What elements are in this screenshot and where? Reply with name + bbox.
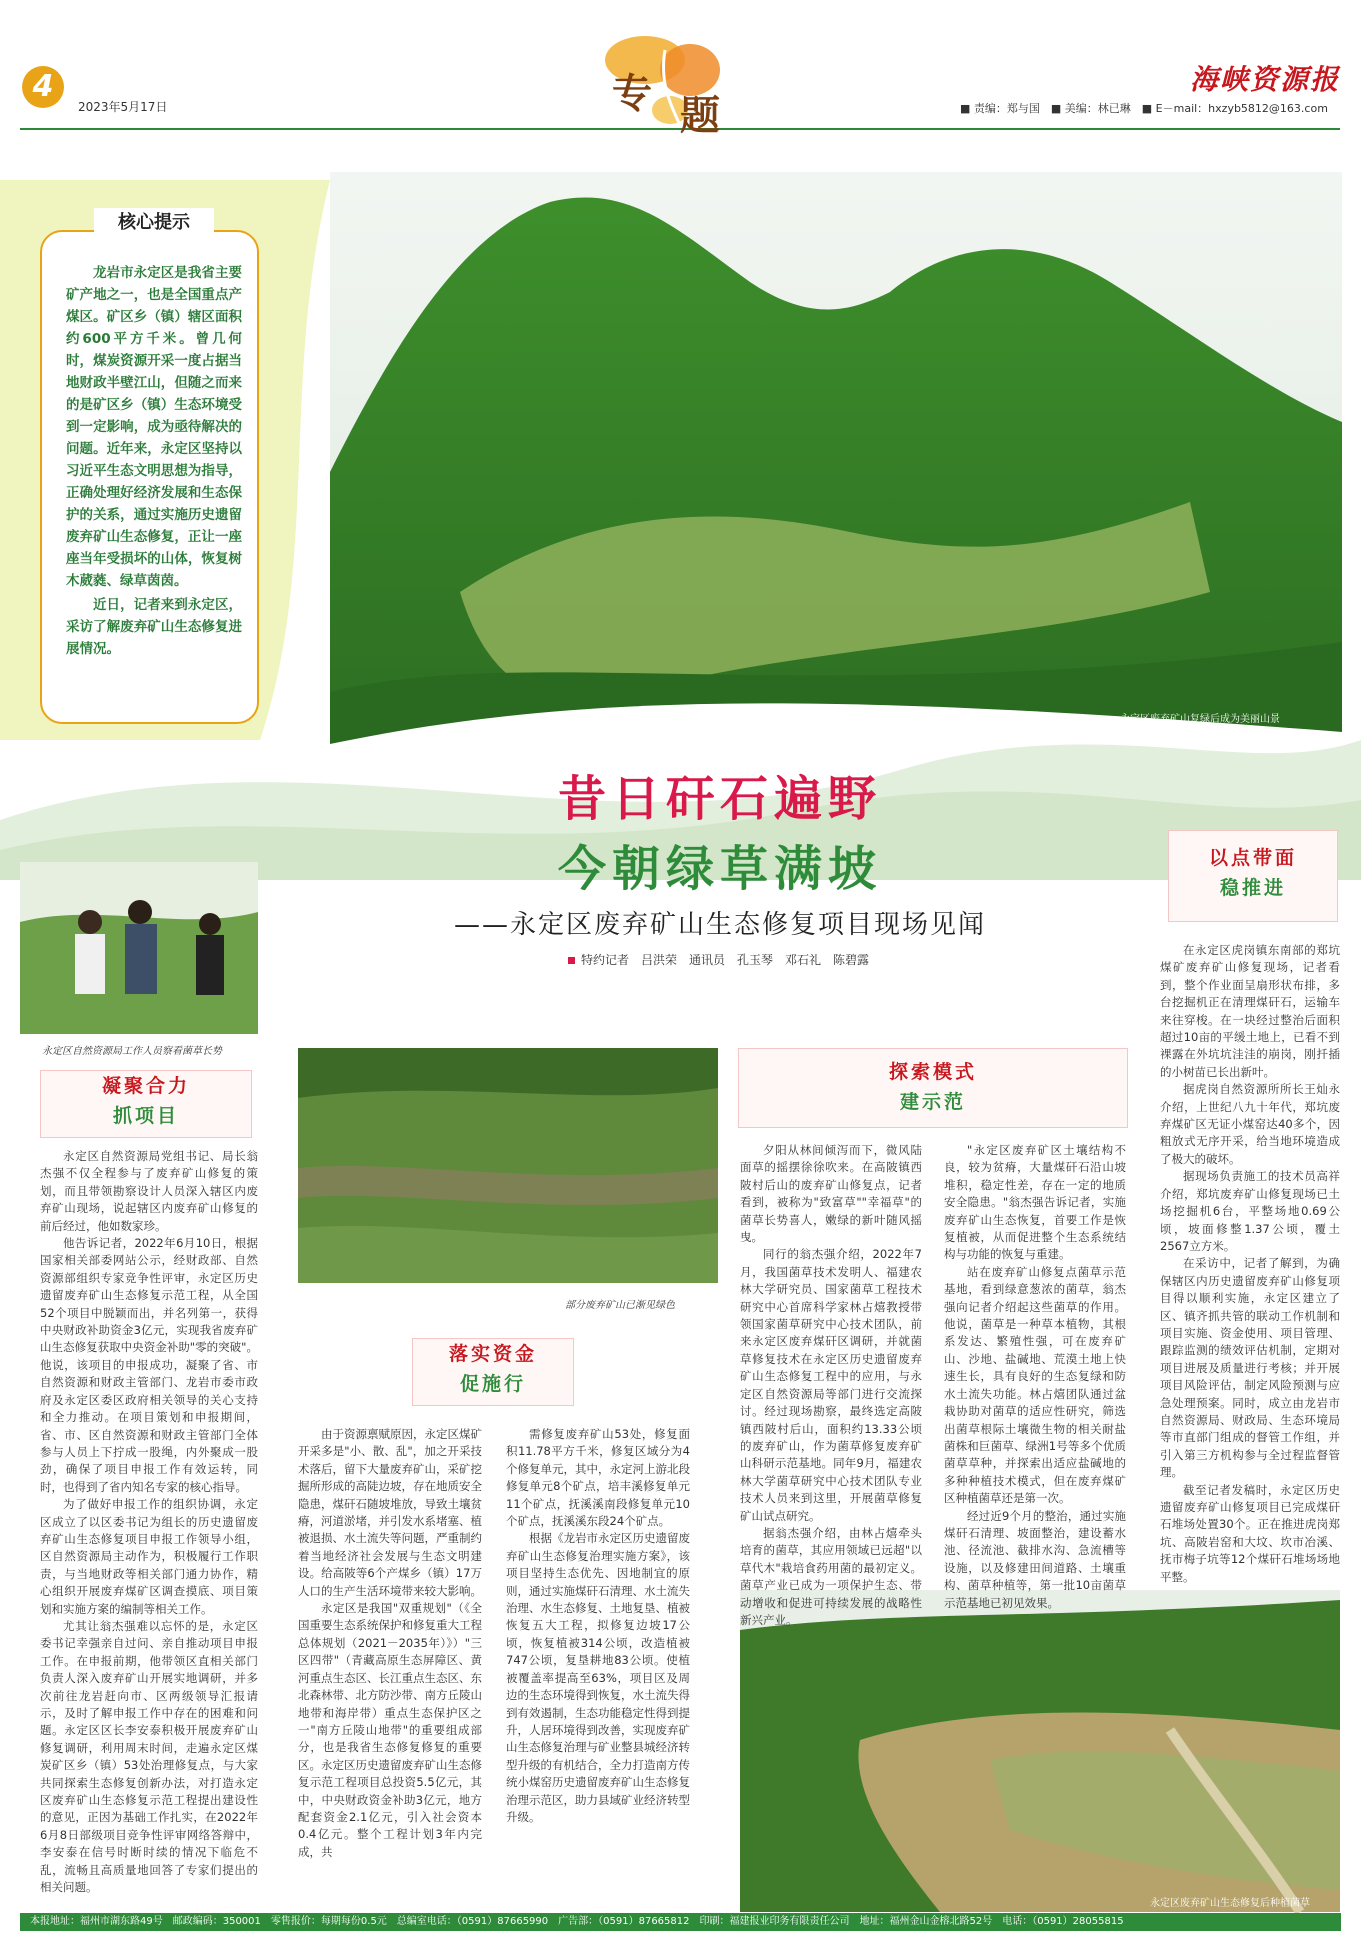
byline-text: 特约记者 吕洪荣 通讯员 孔玉琴 邓石礼 陈碧露 xyxy=(581,953,870,967)
section-heading-2 xyxy=(412,1338,574,1406)
article-paragraph: 在采访中，记者了解到，为确保辖区内历史遗留废弃矿山修复项目得以顺利实施，永定区建立了区、镇齐抓共管的联动工作机制和项目实施、资金使用、项目管理、跟踪监测的绩效评估机制，定期对项目进展及质量进行考核；并开展项目风险评估，制定风险预测与应急处理预案。同时，成立由龙岩市自然资源局、财政局、生态环境局等市直部门组成的督管工作组，并引入第三方机构参与全过程监督管理。 xyxy=(1160,1256,1340,1480)
article-paragraph: 截至记者发稿时，永定区历史遗留废弃矿山修复项目已完成煤矸石堆场处置30个。正在推进虎岗郑坑、高陂岩窑和大坟、坎市冶溪、抚市梅子坑等12个煤矸石堆场场地平整。 xyxy=(1160,1482,1340,1584)
section-heading-2-line-a: 落实资金 xyxy=(448,1343,537,1365)
slope-photo xyxy=(298,1048,718,1283)
section-heading-2-line-b: 促施行 xyxy=(459,1373,526,1395)
field-photo xyxy=(740,1590,1340,1912)
section-heading-3-line-a: 探索模式 xyxy=(888,1061,977,1083)
section-heading-1-line-a: 凝聚合力 xyxy=(101,1075,190,1097)
byline xyxy=(568,951,869,968)
field-photo-caption: 永定区废弃矿山生态修复后种植菌草 xyxy=(1150,1898,1310,1909)
headline-line-2: 今朝绿草满坡 xyxy=(557,841,882,897)
section-heading-1-line-b: 抓项目 xyxy=(112,1105,179,1127)
article-column-3 xyxy=(506,1426,690,1910)
mountain-photo-caption: 永定区废弃矿山复绿后成为美丽山景 xyxy=(1120,714,1280,725)
article-paragraph: 需修复废弃矿山53处，修复面积11.78平方千米，修复区域分为4个修复单元，其中，永定河上游北段修复单元8个矿点，培丰溪修复单元11个矿点，抚溪溪南段修复单元10个矿点，抚溪溪东段24个矿点。 xyxy=(506,1427,690,1529)
newspaper-logo: 海峡资源报 xyxy=(1190,63,1341,96)
article-paragraph: 据虎岗自然资源所所长王灿永介绍，上世纪八九十年代，郑坑废弃煤矿区无证小煤窑达40多个，因粗放式无序开采，给当地环境造成了极大的破坏。 xyxy=(1160,1082,1340,1166)
section-heading-4-line-b: 稳推进 xyxy=(1219,877,1286,899)
article-paragraph: 经过近9个月的整治，通过实施煤矸石清理、坡面整治，建设蓄水池、径流池、截排水沟、急流槽等设施，以及修建田间道路、土壤重构、菌草种植等，第一批10亩菌草示范基地已初见效果。 xyxy=(944,1508,1126,1610)
article-paragraph: 他告诉记者，2022年6月10日，根据国家相关部委网站公示，经财政部、自然资源部组织专家竞争性评审，永定区历史遗留废弃矿山生态修复示范工程，从全国52个项目中脱颖而出，并名列第一，获得中央财政补助资金3亿元，实现我省废弃矿山生态修复获取中央资金补助"零的突破"。他说，该项目的申报成功，凝聚了省、市自然资源和财政主管部门、龙岩市委市政府及永定区委区政府相关领导的关心支持和全力推动。在项目策划和申报期间，省、市、区自然资源和财政主管部门全体参与人员上下拧成一股绳，内外聚成一股劲，确保了项目申报工作有效运转，同时，也得到了省内知名专家的核心指导。 xyxy=(40,1236,258,1494)
core-paragraph: 近日，记者来到永定区，采访了解废弃矿山生态修复进展情况。 xyxy=(66,597,242,657)
article-paragraph: 据现场负责施工的技术员高祥介绍，郑坑废弃矿山修复现场已土场挖掘机6台，平整场地0.69公顷，坡面修整1.37公顷，覆土2567立方米。 xyxy=(1160,1169,1340,1253)
footer-bar: 本报地址：福州市湖东路49号 邮政编码：350001 零售报价：每期每份0.5元 总编室电话：（0591）87665990 广告部：（0591）87665812 印刷：福建报业印务有限责任公司 地址：福州金山金榕北路52号 电话：（0591）28055815 xyxy=(20,1913,1341,1931)
core-summary-title: 核心提示 xyxy=(94,208,214,238)
section-heading-4 xyxy=(1168,830,1338,922)
article-paragraph: 在永定区虎岗镇东南部的郑坑煤矿废弃矿山修复现场，记者看到，整个作业面呈扇形状布排，多台挖掘机正在清理煤矸石，运输车来往穿梭。在一块经过整治后面积超过10亩的平缓土地上，已看不到裸露在外坑坑洼洼的崩岗，刚扦插的小树苗已长出新叶。 xyxy=(1160,943,1340,1079)
article-paragraph: 同行的翁杰强介绍，2022年7月，我国菌草技术发明人、福建农林大学研究员、国家菌草工程技术研究中心首席科学家林占熺教授带领国家菌草研究中心技术团队，前来永定区废弃煤矸区调研，并就菌草修复技术在永定区历史遗留废弃矿山生态修复工程中的应用，与永定区自然资源局等部门进行交流探讨。经过现场勘察，最终选定高陂镇西陂村后山，面积约13.33公顷的废弃矿山，作为菌草修复废弃矿山科研示范基地。同年9月，福建农林大学菌草研究中心技术团队专业技术人员来到这里，开展菌草修复矿山试点研究。 xyxy=(740,1247,922,1523)
article-column-5 xyxy=(944,1142,1126,1610)
headline-line-1: 昔日矸石遍野 xyxy=(557,771,882,827)
section-heading-3 xyxy=(738,1048,1128,1128)
byline-square-icon xyxy=(568,957,575,964)
article-column-6 xyxy=(1160,942,1340,1582)
section-heading-3-line-b: 建示范 xyxy=(899,1091,966,1113)
core-summary-text xyxy=(66,262,242,662)
section-heading-1 xyxy=(40,1070,252,1138)
article-paragraph: 据翁杰强介绍，由林占熺牵头培育的菌草，其应用领域已远超"以草代木"栽培食药用菌的最初定义。菌草产业已成为一项保护生态、带动增收和促进可持续发展的战略性新兴产业。 xyxy=(740,1525,922,1627)
page-number: 4 xyxy=(22,66,64,108)
section-heading-4-line-a: 以点带面 xyxy=(1208,847,1297,869)
core-paragraph: 龙岩市永定区是我省主要矿产地之一，也是全国重点产煤区。矿区乡（镇）辖区面积约600平方千米。曾几何时，煤炭资源开采一度占据当地财政半壁江山，但随之而来的是矿区乡（镇）生态环境受到一定影响，成为亟待解决的问题。近年来，永定区坚持以习近平生态文明思想为指导，正确处理好经济发展和生态保护的关系，通过实施历史遗留废弃矿山生态修复，正让一座座当年受损坏的山体，恢复树木葳蕤、绿草茵茵。 xyxy=(66,265,242,589)
article-paragraph: 夕阳从林间倾泻而下，微风陆面草的摇摆徐徐吹来。在高陂镇西陂村后山的废弃矿山修复点，记者看到，被称为"致富草""幸福草"的菌草长势喜人，嫩绿的新叶随风摇曳。 xyxy=(740,1143,922,1245)
section-label-ti: 题 xyxy=(680,92,720,139)
article-paragraph: "永定区废弃矿区土壤结构不良，较为贫瘠，大量煤矸石沿山坡堆积，稳定性差，存在一定的地质安全隐患。"翁杰强告诉记者，实施废弃矿山生态恢复，首要工作是恢复植被，从而促进整个生态系统结构与功能的恢复与重建。 xyxy=(944,1143,1126,1262)
staff-line: ■ 责编：郑与国 ■ 美编：林已琳 ■ E－mail：hxzyb5812@163.com xyxy=(960,102,1328,115)
article-paragraph: 由于资源禀赋原因，永定区煤矿开采多是"小、散、乱"，加之开采技术落后，留下大量废弃矿山，采矿挖掘所形成的高陡边坡，存在地质安全隐患，煤矸石随坡堆放，导致土壤贫瘠，河道淤堵，并引发水系堵塞、植被退损、水土流失等问题，严重制约着当地经济社会发展与生态文明建设。给高陂等6个产煤乡（镇）17万人口的生产生活环境带来较大影响。 xyxy=(298,1427,482,1598)
article-paragraph: 根据《龙岩市永定区历史遗留废弃矿山生态修复治理实施方案》，该项目坚持生态优先、因地制宜的原则，通过实施煤矸石清理、水土流失治理、水生态修复、土地复垦、植被恢复五大工程，拟修复边坡17公顷，恢复植被314公顷，改造植被747公顷，复垦耕地83公顷。使植被覆盖率提高至63%，项目区及周边的生态环境得到恢复，水土流失得到有效遏制，生态功能稳定性得到提升，人居环境得到改善，实现废弃矿山生态修复治理与矿业整县城经济转型升级的有机结合，全力打造南方传统小煤窑历史遗留废弃矿山生态修复治理示范区，助力县域矿业经济转型升级。 xyxy=(506,1531,690,1824)
article-column-1 xyxy=(40,1148,258,1910)
article-paragraph: 永定区是我国"双重规划"（《全国重要生态系统保护和修复重大工程总体规划（2021－2035年）》）"三区四带"（青藏高原生态屏障区、黄河重点生态区、长江重点生态区、东北森林带、北方防沙带、南方丘陵山地带和海岸带）重点生态保护区之一"南方丘陵山地带"的重要组成部分，也是我省生态修复修复的重要区。永定区历史遗留废弃矿山生态修复示范工程项目总投资5.5亿元，其中，中央财政资金补助3亿元，地方配套资金2.1亿元，引入社会资本0.4亿元。整个工程计划3年内完成，共 xyxy=(298,1601,482,1859)
people-photo-caption: 永定区自然资源局工作人员察看菌草长势 xyxy=(42,1046,222,1057)
people-photo xyxy=(20,862,258,1034)
article-paragraph: 站在废弃矿山修复点菌草示范基地，看到绿意葱浓的菌草，翁杰强向记者介绍起这些菌草的作用。他说，菌草是一种草本植物，其根系发达、繁殖性强，可在废弃矿山、沙地、盐碱地、荒漠土地上快速生长，具有良好的生态复绿和防水土流失功能。林占熺团队通过盆栽协助对菌草的适应性研究，筛选出菌草根际土壤微生物的相关耐盐菌株和巨菌草、绿洲1号等多个优质菌草草种，并探索出适应盐碱地的多种种植技术模式，但在废弃煤矿区种植菌草还是第一次。 xyxy=(944,1264,1126,1506)
mountain-photo xyxy=(330,172,1342,744)
article-paragraph: 尤其让翁杰强难以忘怀的是，永定区委书记幸强亲自过问、亲自推动项目申报工作。在申报前期，他带领区直相关部门负责人深入废弃矿山开展实地调研，并多次前往龙岩赶向市、区两级领导汇报请示，及时了解申报工作中存在的困难和问题。永定区区长李安泰积极开展废弃矿山修复调研，利用周末时间，走遍永定区煤炭矿区乡（镇）53处治理修复点，与大家共同探索生态修复创新办法，对打造永定区废弃矿山生态修复示范工程提出建设性的意见，正因为基础工作扎实，在2022年6月8日部级项目竞争性评审网络答辩中，李安泰在信号时断时续的情况下临危不乱，流畅且高质量地回答了专家们提出的相关问题。 xyxy=(40,1618,258,1895)
article-paragraph: 永定区自然资源局党组书记、局长翁杰强不仅全程参与了废弃矿山修复的策划，而且带领勘察设计人员深入辖区内废弃矿山现场，说起辖区内废弃矿山修复的前后经过，他如数家珍。 xyxy=(40,1149,258,1233)
issue-date: 2023年5月17日 xyxy=(78,100,168,114)
article-column-2 xyxy=(298,1426,482,1910)
subheadline: ——永定区废弃矿山生态修复项目现场见闻 xyxy=(453,910,986,940)
section-label-zhuan: 专 xyxy=(612,70,652,117)
article-column-4 xyxy=(740,1142,922,1627)
slope-photo-caption: 部分废弃矿山已渐见绿色 xyxy=(565,1300,675,1311)
article-paragraph: 为了做好申报工作的组织协调，永定区成立了以区委书记为组长的历史遗留废弃矿山生态修复项目申报工作领导小组，区自然资源局主动作为，积极履行工作职责，与当地财政等相关部门通力协作，精心组织开展废弃煤矿区调查摸底、项目策划和实施方案的编制等相关工作。 xyxy=(40,1497,258,1616)
